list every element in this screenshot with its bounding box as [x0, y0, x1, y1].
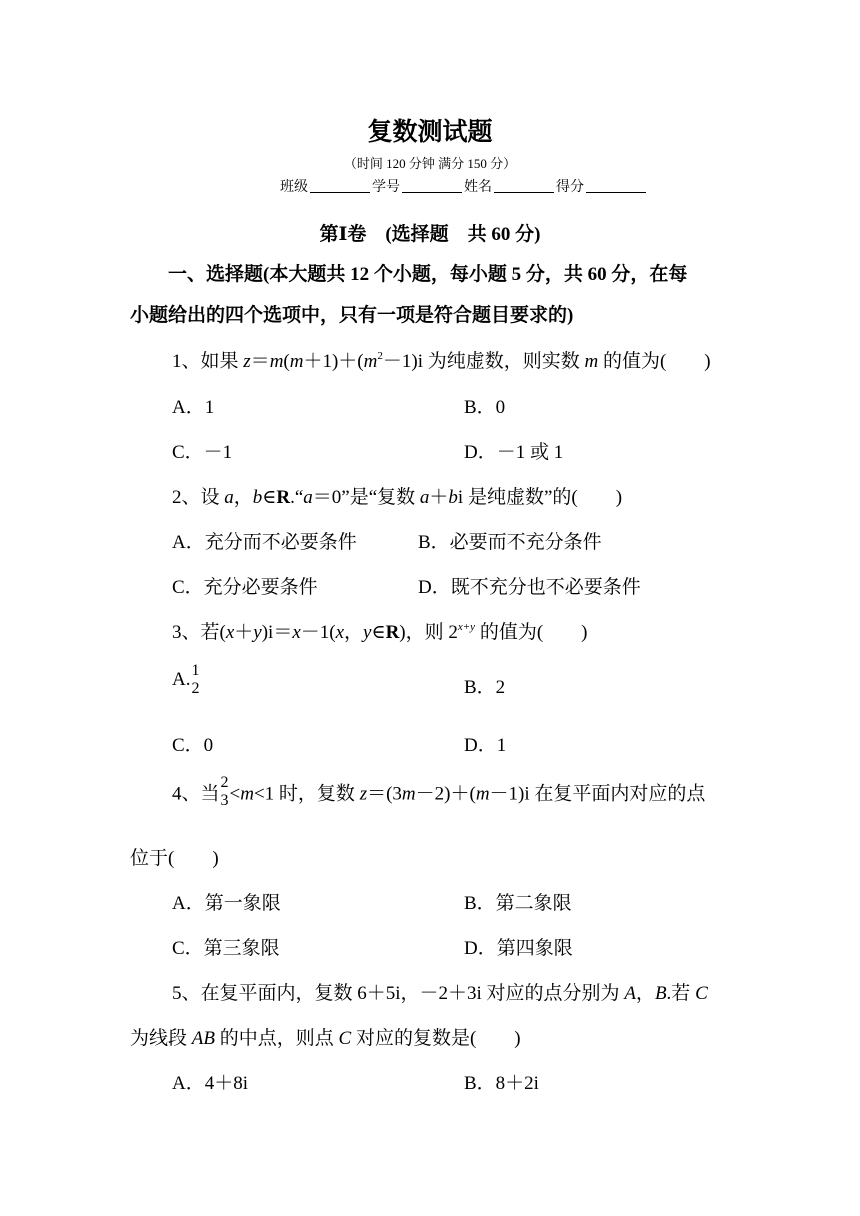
- q2-option-a: A．充分而不必要条件: [172, 532, 357, 553]
- question-4: 4、当 2 3 <m<1 时，复数 z＝(3m－2)＋(m－1)i 在复平面内对应的点: [172, 774, 706, 809]
- question-5-line2: 为线段 AB 的中点，则点 C 对应的复数是( ): [130, 1028, 521, 1049]
- subtitle: （时间 120 分钟 满分 150 分）: [343, 156, 517, 171]
- name-label: 姓名: [464, 180, 492, 195]
- class-label: 班级: [280, 180, 308, 195]
- q4-option-c: C．第三象限: [172, 938, 280, 959]
- fraction-one-half: 1 2: [191, 662, 200, 697]
- q4-option-a: A．第一象限: [172, 893, 281, 914]
- q3-option-c: C．0: [172, 735, 214, 756]
- fraction-two-thirds: 2 3: [220, 774, 229, 809]
- q3-option-b: B．2: [464, 677, 506, 698]
- q3-option-d: D．1: [464, 735, 507, 756]
- id-label: 学号: [372, 180, 400, 195]
- q2-option-d: D．既不充分也不必要条件: [418, 577, 641, 598]
- q1-option-c: C．－1: [172, 442, 233, 463]
- q4-option-b: B．第二象限: [464, 893, 572, 914]
- class-blank[interactable]: [310, 179, 370, 193]
- q1-option-d: D．－1 或 1: [464, 442, 564, 463]
- question-4-line2: 位于( ): [130, 848, 219, 869]
- q5-option-a: A．4＋8i: [172, 1073, 249, 1094]
- q2-option-b: B．必要而不充分条件: [418, 532, 602, 553]
- q3-option-a: A. 1 2: [172, 662, 200, 697]
- id-blank[interactable]: [402, 179, 462, 193]
- page-title: 复数测试题: [367, 117, 493, 146]
- question-3: 3、若(x＋y)i＝x－1(x，y∈R)，则 $2^{x+y}$ 的值为( ): [172, 621, 588, 643]
- q5-option-b: B．8＋2i: [464, 1073, 539, 1094]
- question-5: 5、在复平面内，复数 6＋5i，－2＋3i 对应的点分别为 A，B.若 C: [172, 983, 708, 1004]
- section-heading: 第Ⅰ卷 (选择题 共 60 分): [319, 224, 541, 245]
- score-label: 得分: [556, 180, 584, 195]
- part-instruction-line2: 小题给出的四个选项中，只有一项是符合题目要求的): [130, 305, 574, 326]
- question-1: 1、如果 $z=m(m+1)+(m^2-1)i$ 为纯虚数，则实数 m 的值为( ): [172, 350, 711, 372]
- q1-option-a: A．1: [172, 397, 215, 418]
- q1-option-b: B．0: [464, 397, 506, 418]
- score-blank[interactable]: [586, 179, 646, 193]
- part-instruction-line1: 一、选择题(本大题共 12 个小题，每小题 5 分，共 60 分，在每: [168, 264, 688, 285]
- question-2: 2、设 a，b∈R.“a＝0”是“复数 a＋bi 是纯虚数”的( ): [172, 487, 623, 508]
- student-info-line: [280, 176, 648, 196]
- name-blank[interactable]: [494, 179, 554, 193]
- q4-option-d: D．第四象限: [464, 938, 573, 959]
- q2-option-c: C．充分必要条件: [172, 577, 318, 598]
